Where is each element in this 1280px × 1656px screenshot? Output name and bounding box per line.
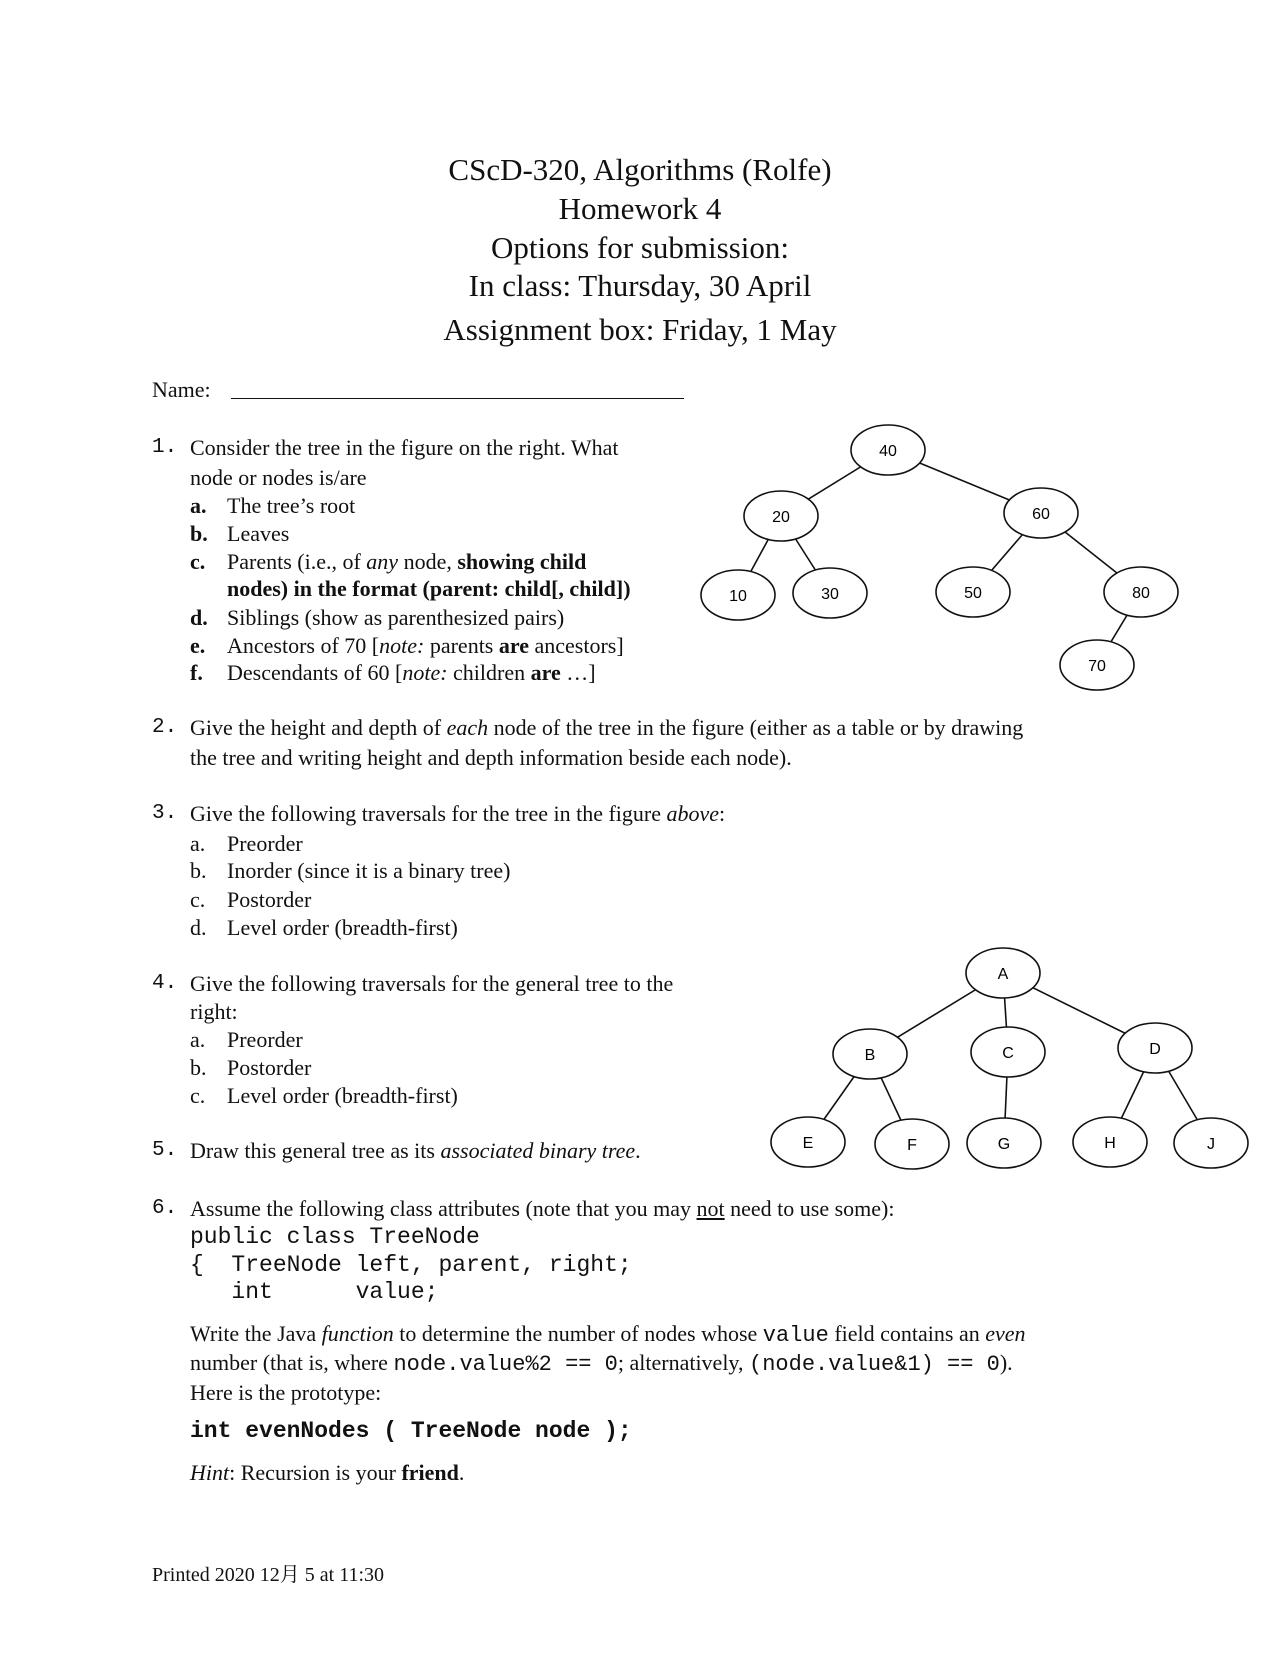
item-text: Siblings (show as parenthesized pairs) (227, 605, 565, 630)
name-label: Name: (152, 377, 211, 402)
item-label: a. (190, 831, 206, 856)
question-number: 3. (152, 802, 178, 825)
question-text: node or nodes is/are (190, 465, 367, 490)
tree-node (1004, 488, 1078, 538)
tree-node (744, 491, 818, 541)
node-label: A (997, 966, 1009, 983)
printed-footer: Printed 2020 12月 5 at 11:30 (152, 1564, 385, 1586)
tree-node (1118, 1023, 1192, 1073)
tree-node (966, 948, 1040, 998)
text: note: (402, 660, 448, 685)
item-text: Preorder (227, 831, 303, 856)
item-text: Leaves (227, 521, 290, 546)
node-label: 50 (964, 585, 982, 602)
question-text: Give the following traversals for the general tree to the (190, 971, 674, 996)
tree-node (1174, 1118, 1248, 1168)
text: node of the tree in the figure (either as a table or by drawing (488, 715, 1024, 740)
tree-node (1060, 640, 1134, 690)
item-text: Preorder (227, 1027, 303, 1052)
text: ancestors] (529, 633, 624, 658)
tree-node (1073, 1117, 1147, 1167)
in-class-date: In class: Thursday, 30 April (468, 268, 812, 303)
item-label: c. (190, 1083, 206, 1108)
item-label: c. (190, 887, 206, 912)
text: need to use some): (724, 1196, 895, 1221)
tree-node (967, 1118, 1041, 1168)
code-line: int value; (190, 1279, 439, 1305)
text: are (498, 633, 530, 658)
node-label: B (864, 1047, 876, 1064)
text: Give the following traversals for the tree in the figure (190, 801, 667, 826)
submission-heading: Options for submission: (491, 230, 789, 265)
tree-node (875, 1119, 949, 1169)
item-label: c. (190, 549, 206, 574)
node-label: 10 (729, 588, 747, 605)
question-number: 4. (152, 972, 178, 995)
general-tree-figure (771, 948, 1248, 1169)
text: . (635, 1138, 641, 1163)
item-label: b. (190, 1055, 207, 1080)
text: Ancestors of 70 [ (227, 633, 380, 658)
question-text: Consider the tree in the figure on the right. What (190, 435, 619, 460)
tree-node (833, 1029, 907, 1079)
node-label: D (1149, 1041, 1161, 1058)
text: showing child (457, 549, 587, 574)
tree-node (851, 425, 925, 475)
tree-node (701, 570, 775, 620)
node-label: E (802, 1135, 814, 1152)
item-label: b. (190, 858, 207, 883)
text: Descendants of 60 [ (227, 660, 403, 685)
text: Give the height and depth of (190, 715, 447, 740)
assignment-box-date: Assignment box: Friday, 1 May (443, 312, 837, 347)
tree-node (793, 568, 867, 618)
text: . (458, 1460, 465, 1485)
homework-title: Homework 4 (558, 191, 722, 226)
node-label: 80 (1132, 585, 1150, 602)
text: associated binary tree (440, 1138, 636, 1163)
text: even (985, 1321, 1026, 1346)
text: ). (999, 1350, 1013, 1375)
inline-code: node.value%2 == 0 (393, 1352, 618, 1377)
text: not (696, 1196, 725, 1221)
text: Draw this general tree as its (190, 1138, 441, 1163)
text: ; alternatively, (617, 1350, 750, 1375)
item-text: Level order (breadth-first) (227, 1083, 458, 1108)
node-label: G (997, 1136, 1011, 1153)
node-label: 20 (772, 509, 790, 526)
inline-code: (node.value&1) == 0 (749, 1352, 1000, 1377)
item-text: Postorder (227, 1055, 312, 1080)
text: field contains an (828, 1321, 986, 1346)
text: children (447, 660, 531, 685)
text: : (719, 801, 726, 826)
node-label: 30 (821, 586, 839, 603)
item-label: f. (190, 660, 203, 685)
node-label: J (1207, 1136, 1215, 1153)
text: parents (424, 633, 499, 658)
node-label: 60 (1032, 506, 1050, 523)
text: function (321, 1321, 394, 1346)
text: above (666, 801, 720, 826)
node-label: F (907, 1137, 917, 1154)
node-label: 70 (1088, 658, 1106, 675)
code-line: public class TreeNode (190, 1224, 480, 1250)
item-text: Postorder (227, 887, 312, 912)
text: node, (398, 549, 458, 574)
item-label: e. (190, 633, 206, 658)
text: …] (560, 660, 596, 685)
text: Assume the following class attributes (note that you may (190, 1196, 697, 1221)
text: Write the Java (190, 1321, 322, 1346)
text: note: (379, 633, 425, 658)
question-text: Here is the prototype: (190, 1380, 382, 1405)
text: : Recursion is your (229, 1460, 402, 1485)
item-text: Level order (breadth-first) (227, 915, 458, 940)
text: are (530, 660, 561, 685)
item-text: The tree’s root (227, 493, 356, 518)
item-text: Inorder (since it is a binary tree) (227, 858, 511, 883)
node-label: 40 (879, 443, 897, 460)
item-text: nodes) in the format (parent: child[, child]) (227, 576, 631, 601)
binary-tree-figure (701, 425, 1178, 690)
item-label: a. (190, 1027, 206, 1052)
question-number: 1. (152, 436, 178, 459)
text: number (that is, where (190, 1350, 394, 1375)
tree-node (971, 1027, 1045, 1077)
text: to determine the number of nodes whose (393, 1321, 763, 1346)
code-line: { TreeNode left, parent, right; (190, 1252, 632, 1278)
question-number: 5. (152, 1139, 178, 1162)
item-label: b. (190, 521, 208, 546)
node-label: H (1104, 1135, 1116, 1152)
function-prototype: int evenNodes ( TreeNode node ); (190, 1418, 632, 1444)
text: friend (401, 1460, 459, 1485)
tree-node (936, 567, 1010, 617)
item-label: a. (190, 493, 207, 518)
tree-node (1104, 567, 1178, 617)
item-label: d. (190, 605, 208, 630)
question-text: the tree and writing height and depth information beside each node). (190, 745, 792, 770)
question-text: right: (190, 999, 238, 1024)
tree-node (771, 1117, 845, 1167)
text: Hint (190, 1460, 230, 1485)
question-number: 6. (152, 1197, 178, 1220)
inline-code: value (762, 1323, 829, 1348)
text: Parents (i.e., of (227, 549, 367, 574)
text: any (366, 549, 399, 574)
item-label: d. (190, 915, 207, 940)
text: each (446, 715, 489, 740)
node-label: C (1002, 1045, 1014, 1062)
course-title: CScD-320, Algorithms (Rolfe) (448, 152, 832, 187)
question-number: 2. (152, 716, 178, 739)
